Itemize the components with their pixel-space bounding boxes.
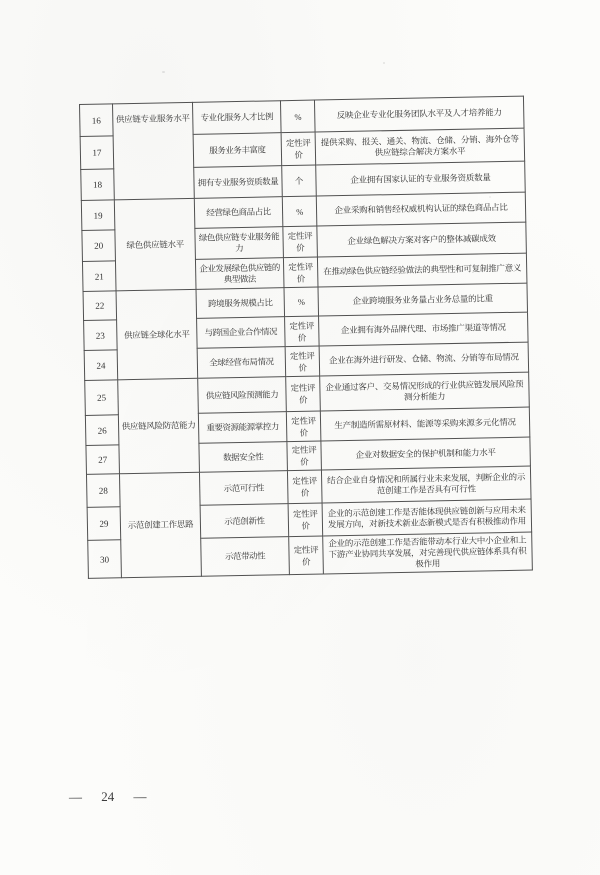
description-cell: 结合企业自身情况和所属行业未来发展，判断企业的示范创建工作是否具有可行性 <box>321 466 531 503</box>
indicator-cell: 全球经营布局情况 <box>197 347 286 379</box>
row-number-cell: 22 <box>83 291 117 321</box>
unit-cell: 定性评价 <box>285 316 320 347</box>
description-cell: 反映企业专业化服务团队水平及人才培养能力 <box>314 96 524 132</box>
evaluation-table-wrap <box>79 96 533 579</box>
row-number-cell: 24 <box>84 350 118 381</box>
unit-cell: % <box>282 196 317 227</box>
unit-cell: 定性评价 <box>289 536 324 575</box>
unit-cell: 定性评价 <box>281 132 316 166</box>
row-number-cell: 16 <box>80 104 114 137</box>
row-number-cell: 21 <box>82 261 116 292</box>
category-cell: 供应链全球化水平 <box>116 289 198 379</box>
page-number: — 24 — <box>68 788 147 805</box>
row-number-cell: 26 <box>85 415 119 446</box>
description-cell: 企业拥有国家认证的专业服务资质数量 <box>316 161 526 196</box>
scan-speck <box>162 71 165 73</box>
row-number-cell: 25 <box>85 380 119 416</box>
unit-cell: 定性评价 <box>283 257 318 288</box>
indicator-cell: 示范创新性 <box>200 504 289 539</box>
row-number-cell: 23 <box>84 320 118 351</box>
unit-cell: 定性评价 <box>285 346 320 377</box>
row-number-cell: 30 <box>88 540 122 579</box>
unit-cell: 定性评价 <box>287 470 322 504</box>
unit-cell: % <box>280 100 315 133</box>
description-cell: 企业采购和销售经权威机构认证的绿色商品占比 <box>316 192 526 226</box>
indicator-cell: 示范可行性 <box>199 471 288 506</box>
description-cell: 提供采购、报关、通关、物流、仓储、分销、海外仓等供应链综合解决方案水平 <box>315 128 525 165</box>
unit-cell: 定性评价 <box>286 376 321 412</box>
unit-cell: % <box>284 287 319 317</box>
description-cell: 企业拥有海外品牌代理、市场推广渠道等情况 <box>319 312 529 346</box>
row-number-cell: 19 <box>81 200 115 231</box>
category-cell: 供应链风险防范能力 <box>118 378 200 473</box>
row-number-cell: 29 <box>87 507 121 541</box>
indicator-cell: 绿色供应链专业服务能力 <box>195 227 284 260</box>
category-cell: 示范创建工作思路 <box>119 472 201 577</box>
description-cell: 企业的示范创建工作是否能带动本行业大中小企业和上下游产业协同共享发展，对完善现代供应链体系具有积极作用 <box>323 532 533 574</box>
description-cell: 企业在海外进行研发、仓储、物流、分销等布局情况 <box>319 342 529 376</box>
indicator-cell: 供应链风险预测能力 <box>198 377 287 414</box>
row-number-cell: 18 <box>81 169 115 201</box>
unit-cell: 定性评价 <box>288 503 323 537</box>
row-number-cell: 27 <box>86 445 120 475</box>
unit-cell: 个 <box>282 165 317 197</box>
description-cell: 企业对数据安全的保护机制和能力水平 <box>321 437 531 470</box>
unit-cell: 定性评价 <box>286 411 321 442</box>
indicator-cell: 拥有专业服务资质数量 <box>194 166 283 199</box>
description-cell: 生产制造所需原材料、能源等采购来源多元化情况 <box>320 407 530 441</box>
category-cell: 绿色供应链水平 <box>114 198 196 290</box>
description-cell: 企业绿色解决方案对客户的整体减碳成效 <box>317 222 527 257</box>
indicator-cell: 重要资源能源掌控力 <box>198 412 287 444</box>
indicator-cell: 与跨国企业合作情况 <box>197 317 286 349</box>
indicator-cell: 示范带动性 <box>201 537 290 577</box>
indicator-cell: 数据安全性 <box>199 442 288 473</box>
unit-cell: 定性评价 <box>283 226 318 258</box>
description-cell: 企业通过客户、交易情况形成的行业供应链发展风险预测分析能力 <box>320 372 530 411</box>
supply-chain-indicator-table <box>79 96 533 579</box>
row-number-cell: 28 <box>86 474 120 508</box>
description-cell: 企业跨境服务业务量占业务总量的比重 <box>318 283 528 316</box>
indicator-cell: 服务业务丰富度 <box>193 133 282 168</box>
unit-cell: 定性评价 <box>287 441 322 471</box>
indicator-cell: 专业化服务人才比例 <box>192 101 281 135</box>
indicator-cell: 企业发展绿色供应链的典型做法 <box>195 258 284 290</box>
row-number-cell: 20 <box>82 230 116 262</box>
description-cell: 在推动绿色供应链经验做法的典型性和可复制推广意义 <box>317 253 527 287</box>
indicator-cell: 跨境服务规模占比 <box>196 288 285 319</box>
row-number-cell: 17 <box>80 136 114 170</box>
scan-speck <box>383 62 385 64</box>
indicator-cell: 经营绿色商品占比 <box>194 197 283 229</box>
category-cell: 供应链专业服务水平 <box>113 102 195 199</box>
description-cell: 企业的示范创建工作是否能体现供应链创新与应用未来发展方向，对新技术新业态新模式是否有积极推动作用 <box>322 499 532 536</box>
